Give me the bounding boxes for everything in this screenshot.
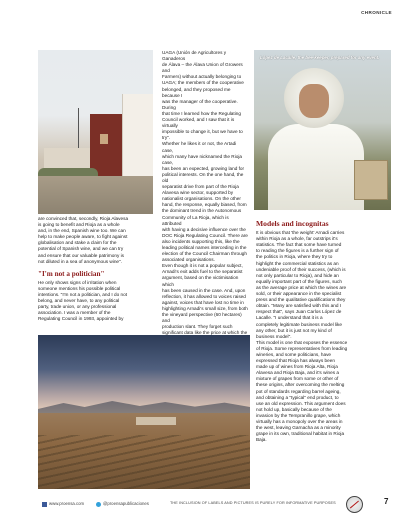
right-text-line: statistics. The fact that some have turned xyxy=(256,242,342,248)
middle-text-line: also incidents supporting this, like the xyxy=(162,238,240,244)
right-column xyxy=(256,221,392,443)
left-text-line: are convinced that, secondly, Rioja Alavesa xyxy=(38,216,129,221)
landscape-photo xyxy=(38,335,250,489)
facebook-icon xyxy=(42,502,47,507)
right-text-line: as the average price at which the wines are xyxy=(256,284,347,290)
middle-text-line: Arnadi's exit adds fuel to the separatist xyxy=(162,269,243,275)
right-text-line: not hold up, basically because of the xyxy=(256,406,332,412)
left-text-line: belong, and never have, to any political xyxy=(38,298,120,304)
middle-text-line: the dominant trend in the Autonomous xyxy=(162,208,242,214)
middle-text-line: against, voices that have lost no time in xyxy=(162,299,244,305)
middle-text-line: has been an expected, growing land for xyxy=(162,165,245,171)
flag-pole xyxy=(78,108,79,148)
beekeeper-face xyxy=(299,84,329,118)
subheading-models: Models and incognitas xyxy=(256,219,329,228)
winery-red-facade xyxy=(90,114,124,176)
middle-text-line: leading political names interceding in the xyxy=(162,245,247,250)
left-text-line: and ensure that our valuable patrimony is xyxy=(38,252,124,258)
middle-text-line: Alavesa wine sector, supported by xyxy=(162,190,234,196)
right-text-line: any other, but it is just not my kind of xyxy=(256,327,332,333)
left-text-line: and, in the end, Spanish wine too. We can xyxy=(38,228,126,234)
beehive xyxy=(354,160,388,200)
beekeeper-photo xyxy=(254,50,391,210)
left-text-line: He only shows signs of irritation when xyxy=(38,279,117,285)
right-text-line: made up of wines from Rioja Alta, Rioja xyxy=(256,364,338,370)
middle-text-line: the vineyard perspective (60 hectares) and xyxy=(162,312,242,324)
right-text-line: of Rioja. Some representatives from leading xyxy=(256,345,348,351)
middle-text-line: Community of La Rioja, which is attributed xyxy=(162,214,229,226)
right-text-line: these origins, after overcoming the melting xyxy=(256,382,345,388)
middle-text-line: political interests. On the one hand, the old xyxy=(162,171,244,183)
left-text-line: potential of Spanish wine, and we can try xyxy=(38,246,124,252)
middle-text-line: Even though it is not a popular subject, xyxy=(162,263,243,269)
right-text-line: mixture of grapes from some or other of xyxy=(256,376,339,382)
disclaimer: THE INCLUSION OF LABELS AND PICTURES IS PURELY FOR INFORMATIVE PURPOSES xyxy=(170,501,336,505)
beekeeper-suit xyxy=(268,124,364,210)
middle-text-line: has been caused in the case. And, upon xyxy=(162,287,246,293)
right-text-line: This model is one that exposes the essence xyxy=(256,339,348,345)
section-label: CHRONICLE xyxy=(361,10,392,15)
right-text-line: not only particular to Rioja), and hide an xyxy=(256,272,339,278)
right-text-line: pot of standards regarding barrel ageing, xyxy=(256,388,341,394)
middle-text-line: UAGA (Unión de Agricultores y Ganaderos xyxy=(162,50,227,62)
middle-text-line: was the manager of the cooperative. During xyxy=(162,98,238,110)
right-text-line: the west, leaving Garnacha as a minority xyxy=(256,425,341,431)
right-text-line: It is obvious that 'the weight' Arnadi carries xyxy=(256,230,345,236)
left-text-line: party, trade union, or any professional xyxy=(38,304,117,310)
right-text-line: within Rioja as a whole, far outstrips it's xyxy=(256,236,338,242)
middle-text-line: with having a decisive influence over the xyxy=(162,226,246,232)
right-text-line: Baja. xyxy=(256,437,267,443)
right-text-line: press and the qualitative qualifications they xyxy=(256,297,346,303)
middle-text-line: Whether he likes it or not, the Artadi case, xyxy=(162,141,237,153)
middle-text-line: nationalist organisations. On the other xyxy=(162,196,241,202)
right-text-line: wineries, and some politicians, have xyxy=(256,351,332,357)
left-column xyxy=(38,216,156,323)
right-text-line: grape in its own, traditional habitat in Rioja xyxy=(256,431,345,437)
left-text-line: association. I was a member of the xyxy=(38,310,111,316)
middle-text-line: de Álava – the Álava Union of Growers and xyxy=(162,62,243,74)
right-text-line: invasion by the Tempranillo grape, which xyxy=(256,412,341,418)
middle-text-line: reflection, it has allowed to voices raised xyxy=(162,293,246,299)
right-text-line: to reading the figures is a further sign of xyxy=(256,248,339,254)
winery-white-tower xyxy=(122,94,153,178)
right-text-line: obtain. "Many are satisfied with this and I xyxy=(256,303,342,309)
right-text-line: use an old expression. This argument does xyxy=(256,400,346,406)
left-text-line: someone mentions his possible political xyxy=(38,285,121,291)
right-text-line: the politics in Rioja, where they try to xyxy=(256,254,333,260)
middle-text-line: argument, based on the victimisation which xyxy=(162,275,239,287)
subheading-not-politician: "I'm not a politician" xyxy=(38,269,105,278)
vineyard-ground xyxy=(38,176,153,214)
right-text-line: equally important part of the figures, such xyxy=(256,278,342,284)
middle-text-line: significant data like the price at which the xyxy=(162,330,248,336)
middle-text-line: Council worked, and I saw that it is virtually xyxy=(162,117,235,129)
left-text-line: Regulating Council in 1993, appointed by xyxy=(38,316,124,322)
village xyxy=(136,417,176,425)
middle-text-line: DOC Rioja Regulating Council. There are xyxy=(162,232,248,238)
right-text-line: undeniable proof of their success, (which is xyxy=(256,266,346,272)
middle-text-line: production slant. They forget such xyxy=(162,324,233,330)
right-text-line: expressed that Rioja has always been xyxy=(256,358,335,364)
right-text-line: sold, or their appearance in the specialist xyxy=(256,291,342,297)
twitter-icon xyxy=(96,502,101,507)
page-number: 7 xyxy=(384,497,389,506)
right-text-line: business model". xyxy=(256,333,292,339)
middle-text-line: election of the Council Chairman through xyxy=(162,251,247,257)
left-text-line: is going to benefit and Rioja as a whole xyxy=(38,222,120,228)
right-text-line: highlight the commercial statistics as an xyxy=(256,260,339,266)
middle-text-line: UAGA; the members of the cooperative xyxy=(162,80,244,86)
middle-text-line: Farmers) without actually belonging to xyxy=(162,74,242,80)
middle-text-line: highlighting Arnadi's small size, from both xyxy=(162,305,248,311)
left-text-line: globalisation and stake a claim for the xyxy=(38,240,117,246)
middle-text-line: hand, the response, equally biased, from xyxy=(162,202,247,208)
left-text-line: not diluted in a sea of anonymous wine". xyxy=(38,258,123,264)
twitter-handle[interactable]: @proensapublicaciones xyxy=(103,501,149,506)
left-text-line: help to make people aware, to fight against xyxy=(38,234,128,240)
right-text-line: Lacalle. "I understand that it is a xyxy=(256,315,323,321)
right-text-line: completely legitimate business model like xyxy=(256,321,342,327)
middle-text-line: that time I learned how the Regulating xyxy=(162,110,241,116)
website-link[interactable]: www.proensa.com xyxy=(49,501,85,506)
middle-text-line: separatist drive from part of the Rioja xyxy=(162,184,239,190)
middle-text-line: impossible to change it, but we have to try". xyxy=(162,129,243,141)
middle-text-line: belonged, and they proposed me because I xyxy=(162,86,231,98)
middle-column xyxy=(162,50,248,355)
right-text-line: respect that", says Juan Carlos López de xyxy=(256,309,342,315)
middle-text-line: associated organisations. xyxy=(162,257,215,263)
winery-photo xyxy=(38,50,153,214)
vine-rows xyxy=(38,435,250,489)
beekeeper-caption: López de Lacalle, the bee-keeper, prepared for any event. xyxy=(260,55,380,60)
winery-sign xyxy=(100,134,108,144)
page-footer xyxy=(0,496,412,520)
right-text-line: virtually has a monopoly over the areas in xyxy=(256,419,343,424)
left-text-line: intentions. "I'm not a politician, and I do not xyxy=(38,292,128,298)
right-text-line: Alavesa and Rioja Baja, and it's wines a xyxy=(256,370,339,376)
right-text-line: and obtaining a "typical" end product, to xyxy=(256,394,339,400)
middle-text-line: which many have nicknamed the Rioja case, xyxy=(162,153,242,165)
